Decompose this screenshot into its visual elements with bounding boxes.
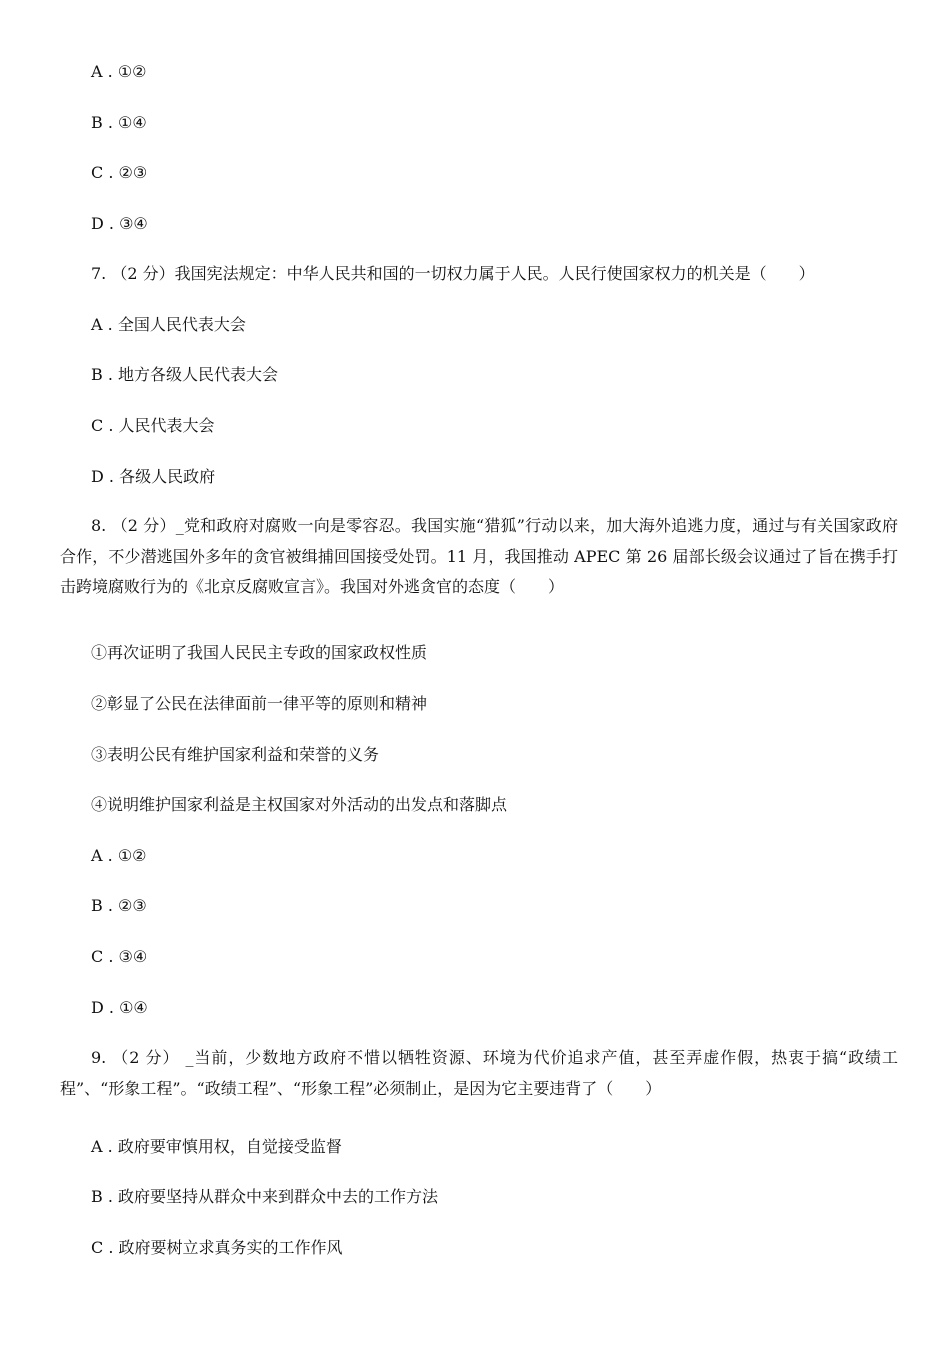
q9-option-a: A . 政府要审慎用权，自觉接受监督 <box>91 1137 342 1156</box>
q8-option-c: C . ③④ <box>91 947 148 966</box>
q9-stem: 9. （2 分） _当前，少数地方政府不惜以牺牲资源、环境为代价追求产值，甚至弄虚作假，热衷于搞“政绩工程”、“形象工程”。“政绩工程”、“形象工程”必须制止，是因为它主要违背了（ ） <box>60 1048 898 1098</box>
q8-statement-3: ③表明公民有维护国家利益和荣誉的义务 <box>91 745 380 764</box>
q7-option-b: B . 地方各级人民代表大会 <box>91 365 279 384</box>
q8-stem: 8. （2 分）_党和政府对腐败一向是零容忍。我国实施“猎狐”行动以来，加大海外追逃力度，通过与有关国家政府合作，不少潜逃国外多年的贪官被缉捕回国接受处罚。11 月，我国推动 APEC 第 26 届部长级会议通过了旨在携手打击跨境腐败行为的《北京反腐败宣言》。我国对外逃贪官的态度（ ） <box>60 516 898 596</box>
q8-option-b: B . ②③ <box>91 896 147 915</box>
q8-statement-1: ①再次证明了我国人民民主专政的国家政权性质 <box>91 643 428 662</box>
q7-option-d: D . 各级人民政府 <box>91 467 216 486</box>
q7-stem: 7. （2 分）我国宪法规定：中华人民共和国的一切权力属于人民。人民行使国家权力的机关是（ ） <box>91 264 815 283</box>
q6-option-d: D . ③④ <box>91 214 148 233</box>
q7-option-c: C . 人民代表大会 <box>91 416 215 435</box>
q9-option-c: C . 政府要树立求真务实的工作作风 <box>91 1238 343 1257</box>
q6-option-b: B . ①④ <box>91 113 147 132</box>
q8-statement-4: ④说明维护国家利益是主权国家对外活动的出发点和落脚点 <box>91 795 508 814</box>
q7-option-a: A . 全国人民代表大会 <box>91 315 246 334</box>
q6-option-c: C . ②③ <box>91 163 148 182</box>
q9-option-b: B . 政府要坚持从群众中来到群众中去的工作方法 <box>91 1187 439 1206</box>
q6-option-a: A . ①② <box>91 62 147 81</box>
q8-option-a: A . ①② <box>91 846 147 865</box>
q8-statement-2: ②彰显了公民在法律面前一律平等的原则和精神 <box>91 694 428 713</box>
q8-option-d: D . ①④ <box>91 998 148 1017</box>
